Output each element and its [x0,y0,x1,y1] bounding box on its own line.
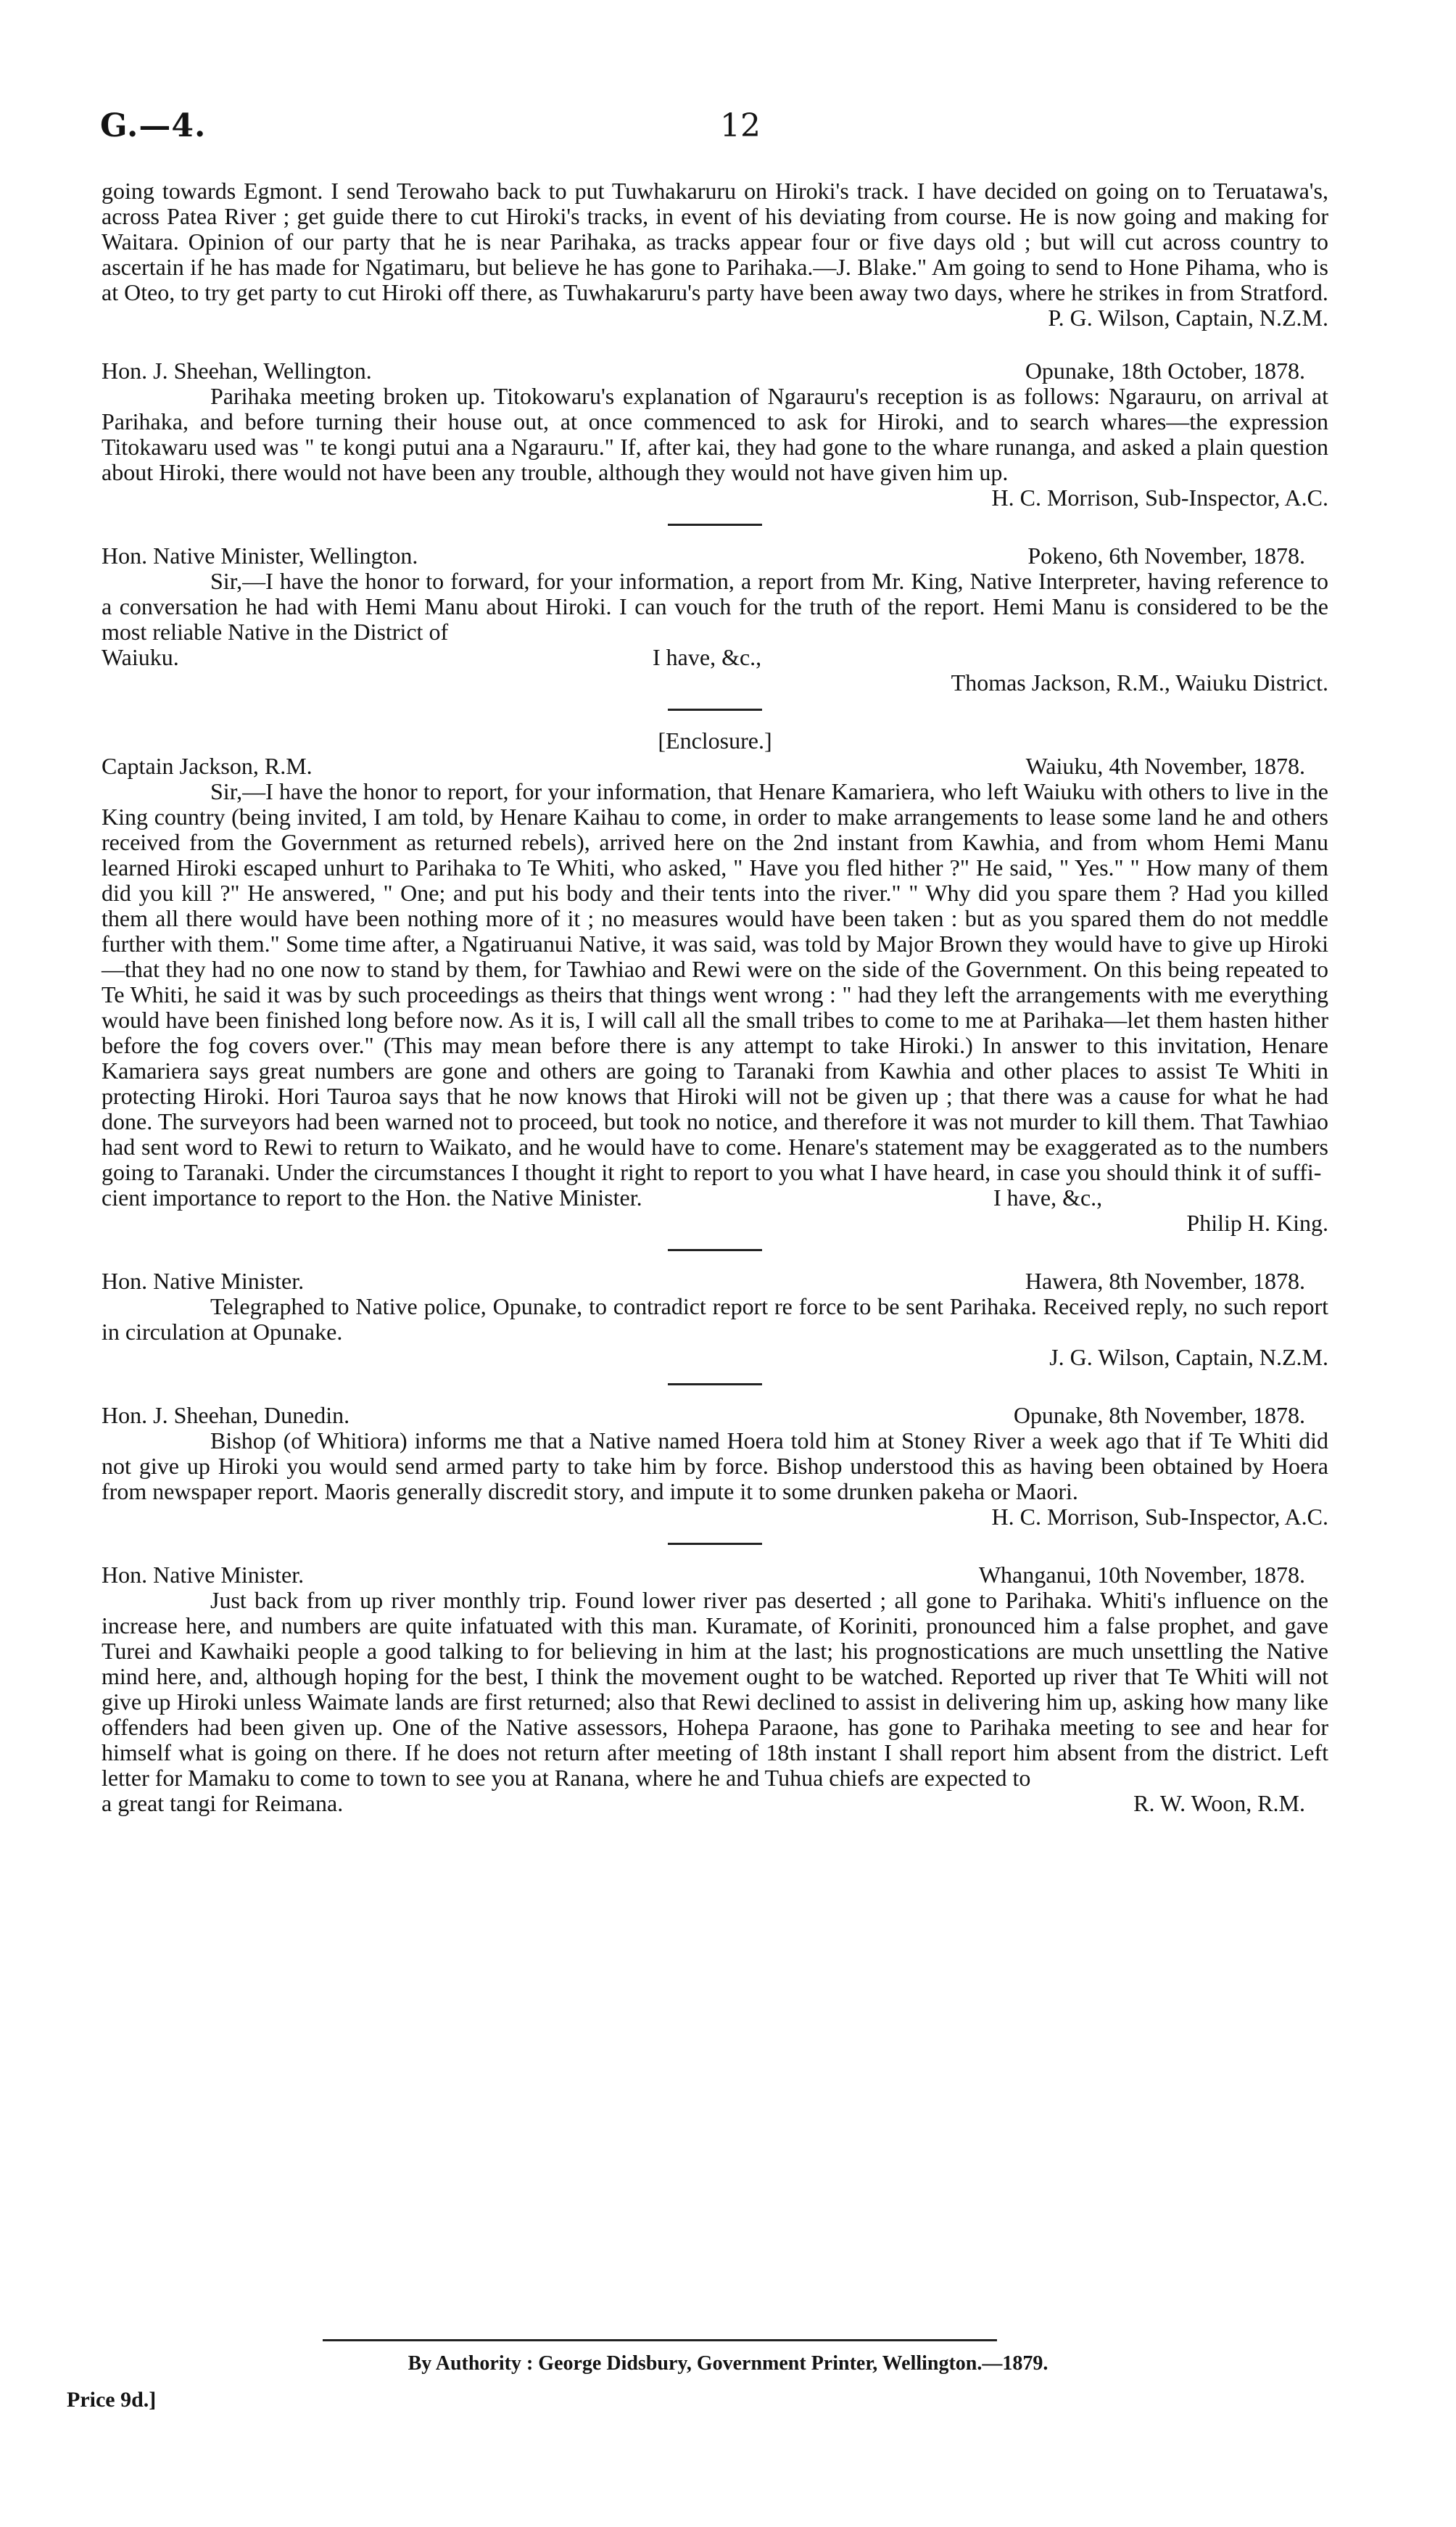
telegram-5-origin: Whanganui, 10th November, 1878. [978,1562,1305,1588]
telegram-3-signature: J. G. Wilson, Captain, N.Z.M. [1049,1344,1328,1370]
letter-2-body: Sir,—I have the honor to forward, for your information, a report from Mr. King, Native Interpreter, having reference to a conversation he had with Hemi Manu about Hiroki. I can vouch for the truth of the report. Hemi Manu is considered to be the most reliable Native in the District of [102,568,1328,645]
telegram-1-body: Parihaka meeting broken up. Titokowaru's explanation of Ngarauru's reception is as follows: Ngarauru, on arrival at Parihaka, and before turning their house out, at once commenced to ask for Hiroki, and to search whares—the expression Titokawaru used was " te kongi putui ana a Ngarauru." If, after kai, they had gone to the whare runanga, and asked a plain question about Hiroki, there would not have been any trouble, although they would not have given him up. [102,383,1328,485]
enclosure-last-line: cient importance to report to the Hon. the Native Minister. [102,1184,642,1211]
enclosure-closing: I have, &c., [993,1184,1103,1211]
page-number: 12 [720,107,761,144]
letter-2 [102,543,1328,696]
printer-authority: By Authority : George Didsbury, Government Printer, Wellington.—1879. [408,2352,1048,2375]
telegram-3-recipient: Hon. Native Minister. [102,1268,305,1294]
section-divider [668,1383,762,1385]
intro-text: going towards Egmont. I send Terowaho back to put Tuwhakaruru on Hiroki's track. I have decided on going on to Teruatawa's, across Patea River ; get guide there to cut Hiroki's tracks, in event of his deviating from course. He is now going and making for Waitara. Opinion of our party that he is near Parihaka, as tracks appear four or five days old ; but will cut across country to ascertain if he has made for Ngatimaru, but believe he has gone to Parihaka.—J. Blake." Am going to send to Hone Pihama, who is at Oteo, to try get party to cut Hiroki off there, as Tuwhakaruru's party have been away two days, where he strikes in from Stratford. [102,178,1328,305]
telegram-5 [102,1562,1328,1816]
letter-2-origin: Pokeno, 6th November, 1878. [1027,543,1305,569]
telegram-5-last-line: a great tangi for Reimana. [102,1790,344,1816]
telegram-1 [102,358,1328,511]
telegram-3-body: Telegraphed to Native police, Opunake, to contradict report re force to be sent Parihaka. Received reply, no such report in circulation at Opunake. [102,1293,1328,1345]
enclosure-signature: Philip H. King. [1186,1210,1328,1236]
price-label: Price 9d.] [67,2388,157,2412]
footer-divider [323,2339,997,2341]
telegram-4-signature: H. C. Morrison, Sub-Inspector, A.C. [991,1504,1328,1530]
enclosure-heading: [Enclosure.] [658,727,772,754]
enclosure-body: Sir,—I have the honor to report, for your information, that Henare Kamariera, who left Waiuku with others to live in the King country (being invited, I am told, by Henare Kaihau to come, in order to make arrangements to lease some land he and others received from the Government as returned rebels), arrived here on the 2nd instant from Kawhia, and from whom Hemi Manu learned Hiroki escaped unhurt to Parihaka to Te Whiti, who asked, " Have you fled hither ?" He said, " Yes." " How many of them did you kill ?" He answered, " One; and put his body and their tents into the river." " Why did you spare them ? Had you killed them all there would have been nothing more of it ; no measures would have been taken : but as you spared them do not meddle further with them." Some time after, a Ngatiruanui Native, it was said, was told by Major Brown they would have to give up Hiroki—that they had no one now to stand by them, for Tawhiao and Rewi were on the side of the Government. On this being repeated to Te Whiti, he said it was by such proceedings as theirs that things went wrong : " had they left the arrangements with me everything would have been finished long before now. As it is, I will call all the small tribes to come to me at Parihaka—let them hasten hither before the fog covers over." (This may mean before there is any attempt to take Hiroki.) In answer to this invitation, Henare Kamariera says great numbers are gone and others are going to Taranaki from Kawhia and other places to assist Te Whiti in protecting Hiroki. Hori Tauroa says that he now knows that Hiroki will not be given up ; that there was a cause for what he had done. The surveyors had been warned not to proceed, but took no notice, and therefore it was not murder to kill them. That Tawhiao had sent word to Rewi to return to Waikato, and he would have to come. Henare's statement may be exaggerated as to the numbers going to Taranaki. Under the circumstances I thought it right to report to you what I have heard, in case you should think it of suffi- [102,778,1328,1185]
telegram-3-origin: Hawera, 8th November, 1878. [1025,1268,1305,1294]
enclosure-origin: Waiuku, 4th November, 1878. [1025,753,1305,779]
telegram-5-signature: R. W. Woon, R.M. [1133,1790,1305,1816]
letter-2-closing: I have, &c., [653,644,762,670]
section-divider [668,1543,762,1545]
page-header [100,107,1333,151]
telegram-3 [102,1269,1328,1370]
telegram-4 [102,1403,1328,1530]
telegram-1-signature: H. C. Morrison, Sub-Inspector, A.C. [991,485,1328,511]
letter-2-last-line: Waiuku. [102,644,179,670]
telegram-4-recipient: Hon. J. Sheehan, Dunedin. [102,1402,350,1428]
letter-2-recipient: Hon. Native Minister, Wellington. [102,543,418,569]
intro-signature: P. G. Wilson, Captain, N.Z.M. [1048,305,1328,331]
section-divider [668,524,762,526]
enclosure [102,728,1328,1236]
letter-2-signature: Thomas Jackson, R.M., Waiuku District. [951,669,1328,696]
telegram-5-body: Just back from up river monthly trip. Found lower river pas deserted ; all gone to Parihaka. Whiti's influence on the increase here, and numbers are quite infatuated with this man. Kuramate, of Koriniti, pronounced him a false prophet, and gave Turei and Kawhaiki people a good talking to for believing in him at the last; his prognostications are much unsettling the Native mind here, and, although hoping for the best, I think the movement ought to be watched. Reported up river that Te Whiti will not give up Hiroki unless Waimate lands are first returned; also that Rewi declined to assist in delivering him up, asking how many like offenders had been given up. One of the Native assessors, Hohepa Paraone, has gone to Parihaka meeting to see and hear for himself what is going on there. If he does not return after meeting of 18th instant I shall report him absent from the district. Left letter for Mamaku to come to town to see you at Ranana, where he and Tuhua chiefs are expected to [102,1587,1328,1791]
telegram-4-body: Bishop (of Whitiora) informs me that a Native named Hoera told him at Stoney River a week ago that if Te Whiti did not give up Hiroki you would send armed party to take him by force. Bishop understood this as having been obtained by Hoera from newspaper report. Maoris generally discredit story, and impute it to some drunken pakeha or Maori. [102,1427,1328,1504]
telegram-5-recipient: Hon. Native Minister. [102,1562,305,1588]
telegram-4-origin: Opunake, 8th November, 1878. [1013,1402,1305,1428]
telegram-1-recipient: Hon. J. Sheehan, Wellington. [102,358,372,384]
document-body [102,178,1328,1816]
section-divider [668,1249,762,1251]
telegram-1-origin: Opunake, 18th October, 1878. [1025,358,1305,384]
intro-section [102,178,1328,331]
document-reference: G.—4. [100,107,207,144]
enclosure-recipient: Captain Jackson, R.M. [102,753,313,779]
section-divider [668,709,762,711]
